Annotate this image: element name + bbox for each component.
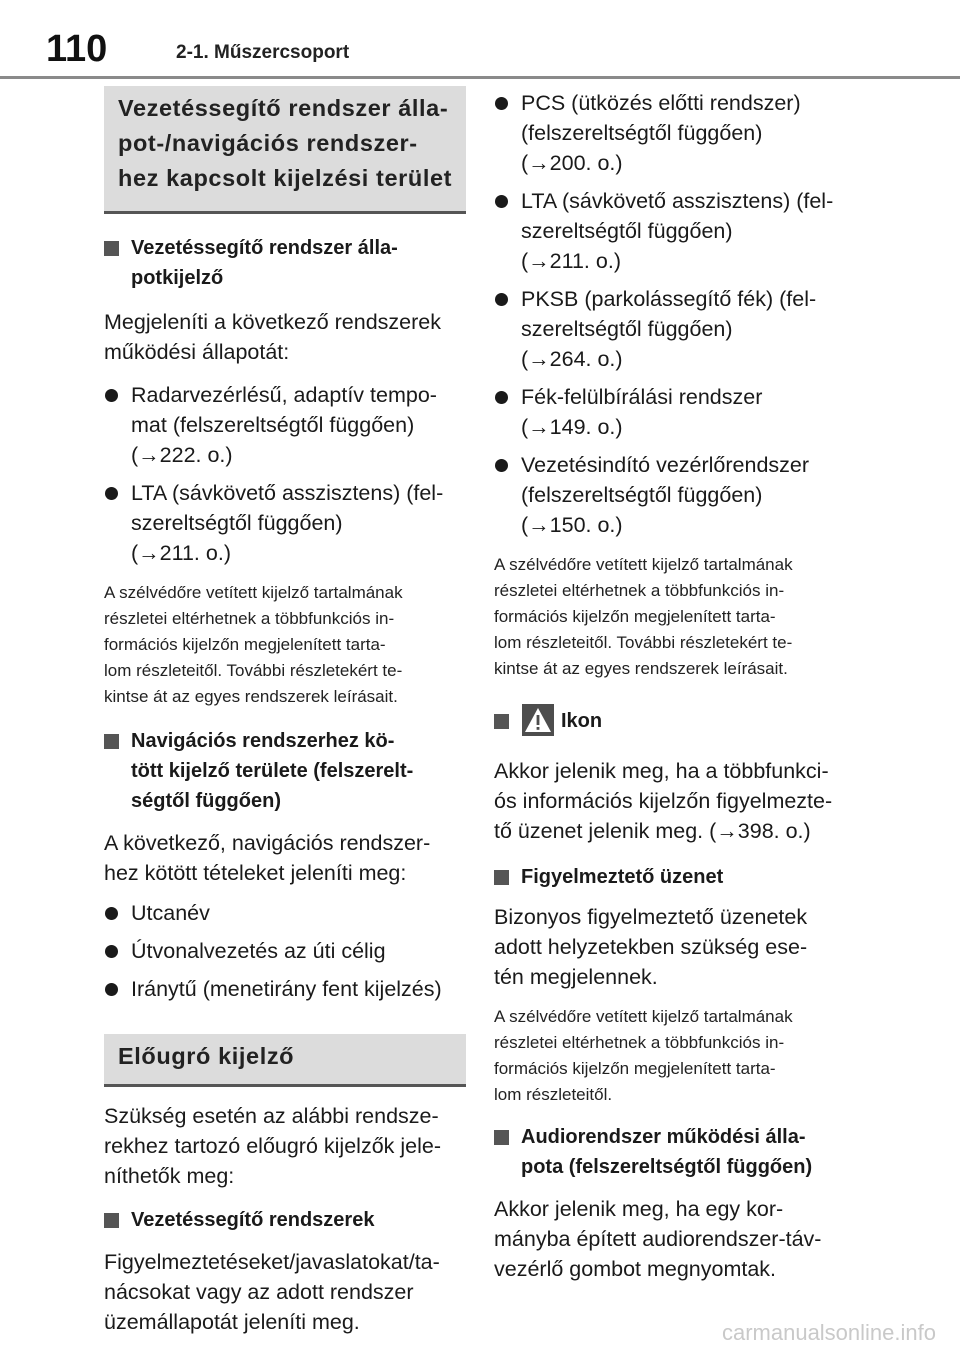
note	[494, 552, 858, 682]
text-line: Megjeleníti a következő rendszerek	[104, 310, 442, 334]
text-line: Vezetésindító vezérlőrendszer	[521, 453, 810, 477]
text-line: hez kötött tételeket jeleníti meg:	[104, 861, 407, 885]
subheading-icon	[494, 706, 858, 740]
text-line: rekhez tartozó előugró kijelzők jele-	[104, 1134, 441, 1158]
text-line: részletei eltérhetnek a többfunkciós in-	[104, 609, 395, 628]
header-divider	[0, 76, 960, 79]
note	[104, 580, 466, 710]
note	[494, 1004, 858, 1108]
page-reference[interactable]: (→150. o.)	[521, 513, 623, 537]
subheading-line: Vezetéssegítő rendszerek	[131, 1209, 375, 1231]
subheading-line: tött kijelző területe (felszerelt-	[131, 760, 414, 782]
subheading-line: Navigációs rendszerhez kö-	[131, 730, 395, 752]
heading-line: hez kapcsolt kijelzési terület	[118, 165, 453, 191]
paragraph	[104, 1247, 466, 1337]
text-line: Akkor jelenik meg, ha egy kor-	[494, 1197, 784, 1221]
square-bullet-icon	[104, 241, 119, 256]
text-line: Szükség esetén az alábbi rendsze-	[104, 1104, 439, 1128]
page-number: 110	[46, 28, 108, 70]
page-header	[0, 0, 960, 78]
heading-line: Előugró kijelző	[118, 1043, 295, 1069]
text-line: formációs kijelzőn megjelenített tarta-	[494, 1059, 776, 1078]
text-line: kintse át az egyes rendszerek leírásait.	[494, 659, 788, 678]
subheading-line: Vezetéssegítő rendszer álla-	[131, 237, 398, 259]
text-line: Útvonalvezetés az úti célig	[131, 939, 386, 963]
text-line: tén megjelennek.	[494, 965, 658, 989]
text-line: PCS (ütközés előtti rendszer)	[521, 91, 801, 115]
text-line: üzemállapotát jeleníti meg.	[104, 1310, 360, 1334]
bullet-icon	[495, 459, 508, 472]
right-column	[494, 88, 858, 1284]
list-item	[494, 88, 858, 178]
list-item	[104, 936, 466, 966]
subheading-line: Audiorendszer működési álla-	[521, 1126, 806, 1148]
text-line: működési állapotát:	[104, 340, 290, 364]
square-bullet-icon	[104, 734, 119, 749]
subheading-driver-assist-status	[104, 233, 466, 293]
text-line: lom részleteitől.	[494, 1085, 613, 1104]
paragraph	[494, 1194, 858, 1284]
text-line: (felszereltségtől függően)	[521, 121, 763, 145]
text-line: A következő, navigációs rendszer-	[104, 831, 431, 855]
paragraph	[104, 828, 466, 888]
subheading-line: Figyelmeztető üzenet	[521, 866, 724, 888]
list-item	[494, 284, 858, 374]
text-line: részletei eltérhetnek a többfunkciós in-	[494, 1033, 785, 1052]
text-line: formációs kijelzőn megjelenített tarta-	[494, 607, 776, 626]
paragraph	[494, 902, 858, 992]
text-line: Akkor jelenik meg, ha a többfunkci-	[494, 759, 829, 783]
text-line: lom részleteitől. További részletekért te-	[494, 633, 793, 652]
page-reference[interactable]: (→211. o.)	[521, 249, 621, 273]
text-line: mat (felszereltségtől függően)	[131, 413, 415, 437]
text-line: kintse át az egyes rendszerek leírásait.	[104, 687, 398, 706]
text-line: nácsokat vagy az adott rendszer	[104, 1280, 414, 1304]
page-reference[interactable]: (→200. o.)	[521, 151, 623, 175]
text-line: lom részleteitől. További részletekért te-	[104, 661, 403, 680]
text-line: ós információs kijelzőn figyelmezte-	[494, 789, 833, 813]
paragraph	[104, 1101, 466, 1191]
subheading-navigation-area	[104, 726, 466, 816]
text-line: Radarvezérlésű, adaptív tempo-	[131, 383, 437, 407]
text-line: A szélvédőre vetített kijelző tartalmának	[494, 555, 793, 574]
text-line: részletei eltérhetnek a többfunkciós in-	[494, 581, 785, 600]
text-line: tő üzenet jelenik meg. (→398. o.)	[494, 819, 811, 843]
list-item	[104, 380, 466, 470]
subheading-line: pota (felszereltségtől függően)	[521, 1156, 813, 1178]
square-bullet-icon	[494, 870, 509, 885]
text-line: szereltségtől függően)	[521, 317, 733, 341]
bullet-icon	[495, 391, 508, 404]
bullet-icon	[105, 907, 118, 920]
square-bullet-icon	[104, 1213, 119, 1228]
section-box-heading	[104, 86, 466, 214]
text-line: formációs kijelzőn megjelenített tarta-	[104, 635, 386, 654]
square-bullet-icon	[494, 1130, 509, 1145]
list-item	[104, 974, 466, 1004]
list-item	[104, 478, 466, 568]
bullet-icon	[495, 97, 508, 110]
page-reference[interactable]: (→149. o.)	[521, 415, 623, 439]
text-line: A szélvédőre vetített kijelző tartalmának	[104, 583, 403, 602]
page-reference[interactable]: (→211. o.)	[131, 541, 231, 565]
bullet-icon	[105, 487, 118, 500]
section-box-heading	[104, 1034, 466, 1087]
page-reference[interactable]: (→222. o.)	[131, 443, 233, 467]
list-item	[494, 382, 858, 442]
list-item	[104, 898, 466, 928]
subheading-line: potkijelző	[131, 267, 224, 289]
text-line: Iránytű (menetirány fent kijelzés)	[131, 977, 442, 1001]
text-line: Utcanév	[131, 901, 210, 925]
subheading-audio-status	[494, 1122, 858, 1182]
text-line: A szélvédőre vetített kijelző tartalmának	[494, 1007, 793, 1026]
subheading-warning-message	[494, 862, 858, 892]
text-line: Fék-felülbírálási rendszer	[521, 385, 763, 409]
text-line: szereltségtől függően)	[131, 511, 343, 535]
text-line: PKSB (parkolássegítő fék) (fel-	[521, 287, 817, 311]
heading-line: pot-/navigációs rendszer-	[118, 130, 418, 156]
paragraph	[104, 307, 466, 367]
bullet-icon	[495, 195, 508, 208]
text-line: Bizonyos figyelmeztető üzenetek	[494, 905, 808, 929]
text-line: LTA (sávkövető asszisztens) (fel-	[521, 189, 834, 213]
warning-triangle-icon	[522, 704, 554, 736]
text-line: adott helyzetekben szükség ese-	[494, 935, 808, 959]
subheading-driver-assist-systems	[104, 1205, 466, 1235]
bullet-icon	[105, 945, 118, 958]
text-line: Figyelmeztetéseket/javaslatokat/ta-	[104, 1250, 440, 1274]
text-line: vezérlő gombot megnyomtak.	[494, 1257, 777, 1281]
bullet-icon	[105, 389, 118, 402]
subheading-line: Ikon	[561, 710, 603, 732]
bullet-icon	[105, 983, 118, 996]
list-item	[494, 450, 858, 540]
text-line: LTA (sávkövető asszisztens) (fel-	[131, 481, 444, 505]
text-line: níthetők meg:	[104, 1164, 235, 1188]
list-item	[494, 186, 858, 276]
text-line: mányba épített audiorendszer-táv-	[494, 1227, 822, 1251]
paragraph	[494, 756, 858, 846]
watermark: carmanualsonline.info	[721, 1320, 936, 1345]
text-line: (felszereltségtől függően)	[521, 483, 763, 507]
text-line: szereltségtől függően)	[521, 219, 733, 243]
section-title: 2-1. Műszercsoport	[176, 42, 350, 63]
bullet-icon	[495, 293, 508, 306]
page-reference[interactable]: (→264. o.)	[521, 347, 623, 371]
subheading-line: ségtől függően)	[131, 790, 281, 812]
left-column	[104, 86, 466, 1337]
square-bullet-icon	[494, 714, 509, 729]
heading-line: Vezetéssegítő rendszer álla-	[118, 95, 449, 121]
